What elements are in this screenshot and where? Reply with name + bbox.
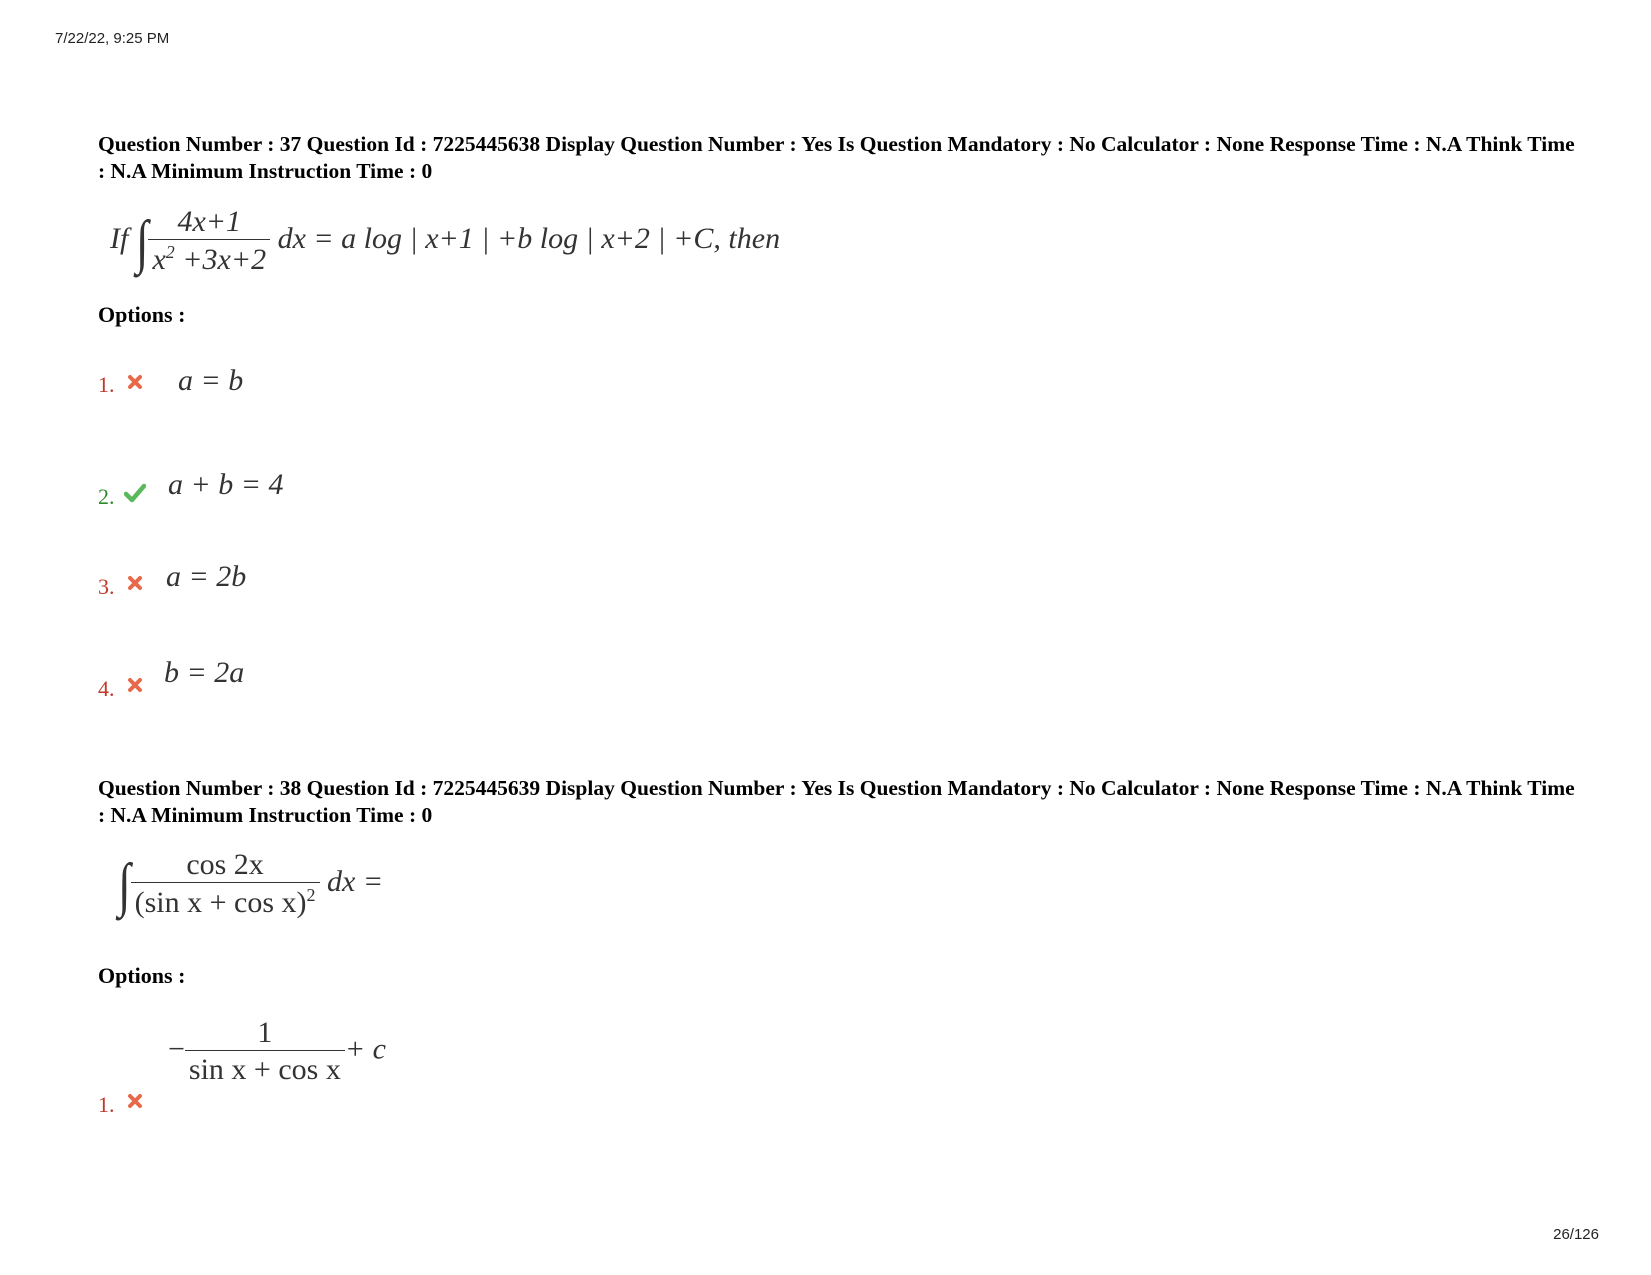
stem-fraction <box>131 848 320 920</box>
question-38-stem <box>118 848 383 920</box>
option-text[interactable]: b = 2a <box>164 656 245 689</box>
option-number: 2. <box>98 484 115 509</box>
integral-icon: ∫ <box>118 850 131 918</box>
option-number: 3. <box>98 574 115 599</box>
options-label-38: Options : <box>98 963 186 988</box>
option-prefix: − <box>168 1032 185 1066</box>
cross-icon <box>126 373 144 391</box>
stem-numerator: cos 2x <box>186 848 264 881</box>
option-fraction <box>185 1016 345 1087</box>
options-label-37: Options : <box>98 302 186 327</box>
option-number: 4. <box>98 676 115 701</box>
integral-icon: ∫ <box>135 207 149 275</box>
stem-fraction <box>148 205 270 277</box>
stem-prefix: If <box>110 221 129 255</box>
option-text[interactable] <box>168 1016 386 1087</box>
cross-icon <box>126 676 144 694</box>
option-denominator: sin x + cos x <box>185 1050 345 1087</box>
question-37-meta: Question Number : 37 Question Id : 7225445638 Display Question Number : Yes Is Question Mandatory : No Calculator : None Response Time : N.A Think Time : N.A Minimum Instruction Time : 0 <box>98 132 1575 183</box>
option-text[interactable]: a = b <box>178 364 244 397</box>
checkmark-icon <box>124 483 146 503</box>
option-text[interactable]: a + b = 4 <box>168 468 284 501</box>
stem-rhs: dx = <box>327 864 384 898</box>
stem-denominator: $x^2 +3x+2$ <box>148 239 270 277</box>
print-timestamp: 7/22/22, 9:25 PM <box>55 30 170 47</box>
cross-icon <box>126 574 144 592</box>
option-numerator: 1 <box>257 1016 273 1049</box>
stem-numerator: 4x+1 <box>177 205 242 238</box>
question-38-meta: Question Number : 38 Question Id : 7225445639 Display Question Number : Yes Is Question Mandatory : No Calculator : None Response Time : N.A Think Time : N.A Minimum Instruction Time : 0 <box>98 776 1575 827</box>
stem-rhs: dx = a log | x+1 | +b log | x+2 | +C, then <box>277 221 781 255</box>
page-number: 26/126 <box>1553 1226 1599 1243</box>
question-37-stem <box>110 205 780 277</box>
stem-denominator: (sin x + cos x)$^2$ <box>131 882 320 920</box>
option-number: 1. <box>98 1092 115 1117</box>
option-number: 1. <box>98 372 115 397</box>
option-suffix: + c <box>344 1032 386 1066</box>
option-text[interactable]: a = 2b <box>166 560 247 593</box>
cross-icon <box>126 1092 144 1110</box>
